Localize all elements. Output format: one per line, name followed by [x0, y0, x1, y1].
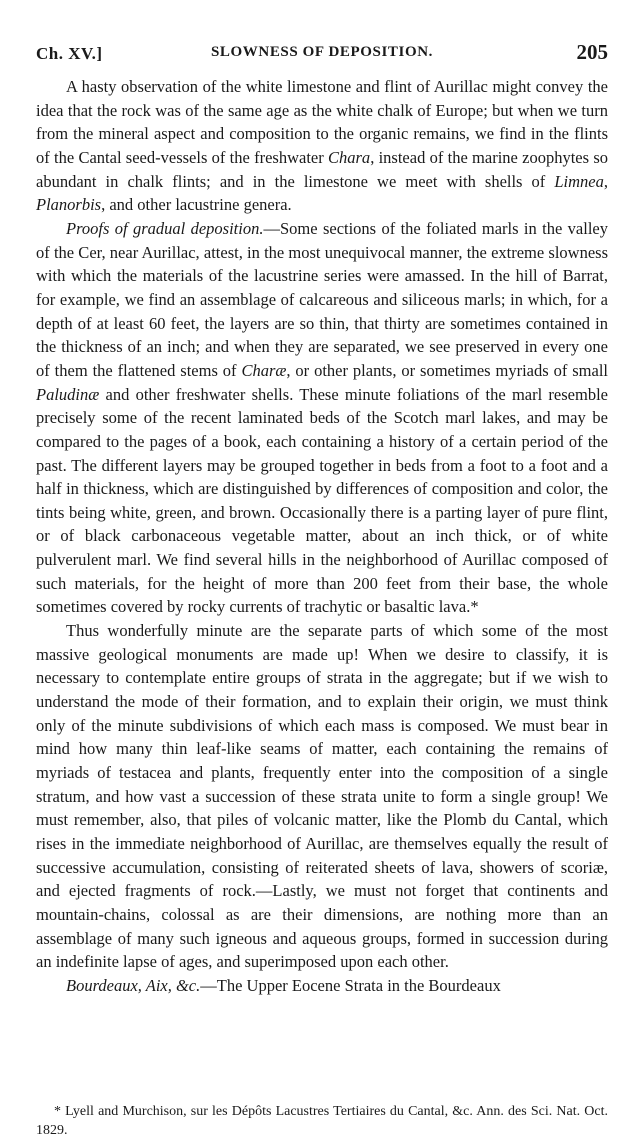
chapter-label: Ch. XV.] — [36, 44, 103, 63]
body-text — [36, 75, 608, 998]
paragraph-minute-parts: Thus wonderfully minute are the separate parts of which some of the most massive geological monuments are made up! When we desire to classify, it is necessary to contemplate entire groups of strata in the aggregate; but if we wish to understand the mode of their formation, and to explain their origin, we must think only of the minute subdivisions of which each mass is composed. We must bear in mind how many thin leaf-like seams of matter, each containing the remains of myriads of testacea and plants, frequently enter into the composition of a single stratum, and how vast a succession of these strata unite to form a single group! We must remember, also, that piles of volcanic matter, like the Plomb du Cantal, which rises in the immediate neighborhood of Aurillac, are themselves equally the result of successive accumulation, consisting of reiterated sheets of lava, showers of scoriæ, and ejected fragments of rock.—Lastly, we must not forget that continents and mountain-chains, colossal as are their dimensions, are nothing more than an assemblage of many such igneous and aqueous groups, formed in succession during an indefinite lapse of ages, and superimposed upon each other. — [36, 621, 608, 972]
section-heading-proofs: Proofs of gradual deposition. — [66, 218, 264, 238]
paragraph-bourdeaux: Bourdeaux, Aix, &c.—The Upper Eocene Strata in the Bourdeaux — [66, 975, 501, 995]
footnote-text: * Lyell and Murchison, sur les Dépôts Lacustres Tertiaires du Cantal, &c. Ann. des Sci. Nat. Oct. 1829. — [36, 1104, 608, 1138]
page-number: 205 — [576, 40, 608, 64]
paragraph-aurillac-limestone: A hasty observation of the white limestone and flint of Aurillac might convey the idea that the rock was of the same age as the white chalk of Europe; but when we turn from the mineral aspect and composition to the organic remains, we find in the flints of the Cantal seed-vessels of the freshwater Chara, instead of the marine zoophytes so abundant in chalk flints; and in the limestone we meet with shells of Limnea, Planorbis, and other lacustrine genera. — [36, 77, 608, 215]
running-header — [36, 40, 608, 68]
footnote — [36, 1102, 608, 1140]
italic-limnea: Limnea — [554, 171, 604, 191]
italic-paludinae: Paludinæ — [36, 384, 100, 404]
paragraph-gradual-deposition: Proofs of gradual deposition.—Some sections of the foliated marls in the valley of the Cer, near Aurillac, attest, in the most unequivocal manner, the extreme slowness with which the materials of the lacustrine series were amassed. In the hill of Barrat, for example, we find an assemblage of calcareous and siliceous marls; in which, for a depth of at least 60 feet, the layers are so thin, that thirty are sometimes contained in the thickness of an inch; and when they are separated, we see preserved in every one of them the flattened stems of Charæ, or other plants, or sometimes myriads of small Paludinæ and other freshwater shells. These minute foliations of the marl resemble precisely some of the recent laminated beds of the Scotch marl lakes, and may be compared to the pages of a book, each containing a history of a certain period of the past. The different layers may be grouped together in beds from a foot to a foot and a half in thickness, which are distinguished by differences of composition and color, the tints being white, green, and brown. Occasionally there is a parting layer of pure flint, or of black carbonaceous vegetable matter, about an inch thick, or of white pulverulent marl. We find several hills in the neighborhood of Aurillac composed of such materials, for the height of more than 200 feet from their base, the whole sometimes covered by rocky currents of trachytic or basaltic lava.* — [36, 218, 609, 617]
italic-chara: Chara — [328, 147, 371, 167]
italic-charae: Charæ — [241, 360, 287, 380]
running-title: SLOWNESS OF DEPOSITION. — [210, 44, 434, 60]
italic-planorbis: Planorbis — [36, 195, 102, 215]
section-heading-bourdeaux: Bourdeaux, Aix, &c. — [66, 975, 201, 995]
